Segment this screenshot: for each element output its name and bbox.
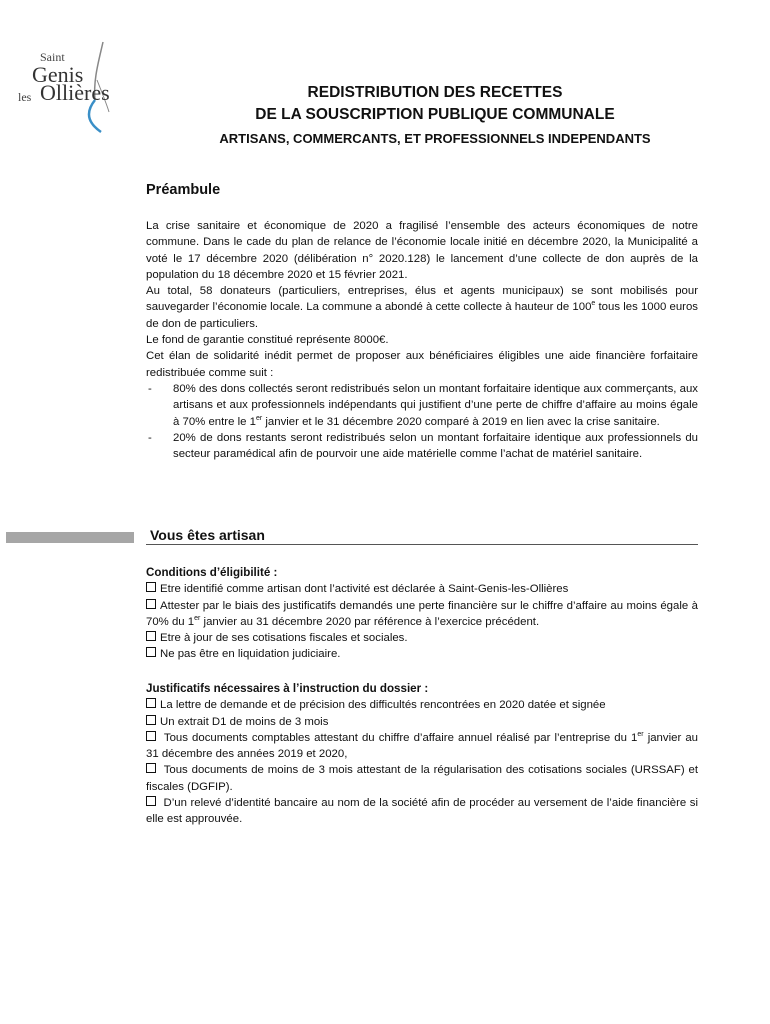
logo-text-les: les: [18, 90, 32, 104]
commune-logo: [18, 40, 128, 140]
condition-2-text-a: Attester par le biais des justificatifs demandés une perte financière sur le chiffre d’affaire au moins égale à 70% du 1: [146, 599, 698, 628]
condition-3-text: Etre à jour de ses cotisations fiscales et sociales.: [160, 632, 408, 645]
checkbox-icon: [146, 631, 156, 641]
document-2-text: Un extrait D1 de moins de 3 mois: [160, 715, 329, 728]
section-band: [6, 532, 134, 543]
title-line-2: DE LA SOUSCRIPTION PUBLIQUE COMMUNALE: [255, 106, 615, 123]
preamble-p2-text-b: tous les 1000 euros de don de particuliers.: [146, 301, 698, 330]
list-item: [146, 697, 698, 713]
preamble-heading: Préambule: [146, 182, 221, 198]
bullet-1-text-a: 80% des dons collectés seront redistribués selon un montant forfaitaire identique aux commerçants, aux artisans et aux professionnels indépendants qui justifient d’une perte de chiffre d’affaire au moins égale à 70% entre le 1: [173, 382, 698, 428]
logo-text-ollieres: Ollières: [40, 80, 110, 105]
list-item: [146, 795, 698, 828]
logo-text-genis: Genis: [32, 62, 84, 87]
list-item: [146, 730, 698, 763]
document-title: [160, 82, 710, 150]
checkbox-icon: [146, 715, 156, 725]
list-item: [146, 762, 698, 795]
document-5-text: D’un relevé d’identité bancaire au nom de la société afin de procéder au versement de l’aide financière si elle est approuvée.: [146, 797, 698, 826]
list-item: [146, 581, 698, 597]
document-4-text: Tous documents de moins de 3 mois attestant de la régularisation des cotisations sociales (URSSAF) et fiscales (DGFIP).: [146, 764, 699, 793]
bullet-2-text: 20% de dons restants seront redistribués selon un montant forfaitaire identique aux professionnels du secteur paramédical afin de pourvoir une aide matérielle comme l’achat de matériel sanitaire.: [173, 431, 698, 461]
preamble-paragraph-4: Cet élan de solidarité inédit permet de proposer aux bénéficiaires éligibles une aide financière forfaitaire redistribuée comme suit :: [146, 350, 698, 379]
bullet-1-sup: er: [255, 414, 263, 422]
checkbox-icon: [146, 731, 156, 741]
document-3-text-a: Tous documents comptables attestant du chiffre d’affaire annuel réalisé par l’entreprise du 1: [163, 731, 638, 744]
condition-4-text: Ne pas être en liquidation judiciaire.: [160, 648, 341, 661]
justificatifs-heading: Justificatifs nécessaires à l’instruction du dossier :: [146, 682, 429, 695]
document-3-sup: er: [637, 731, 644, 739]
preamble-p2-text-a: Au total, 58 donateurs (particuliers, entreprises, élus et agents municipaux) se sont mobilisés pour sauvegarder l’économie locale. La commune a abondé à cette collecte à hauteur de 100: [146, 285, 698, 314]
checkbox-icon: [146, 698, 156, 708]
preamble-paragraph-1: La crise sanitaire et économique de 2020 a fragilisé l’ensemble des acteurs économiques de notre commune. Dans le cade du plan de relance de l’économie locale initié en décembre 2020, la Municipalité a voté le 17 décembre 2020 (délibération n° 2020.128) le lancement d’une collecte de don auprès de la population du 18 décembre 2020 et 15 février 2021.: [146, 220, 698, 281]
bullet-dash: -: [148, 431, 152, 444]
list-item: [146, 646, 698, 662]
condition-1-text: Etre identifié comme artisan dont l’activité est déclarée à Saint-Genis-les-Ollières: [160, 583, 569, 596]
preamble-p2-sup: e: [591, 300, 596, 308]
redistribution-list: [146, 381, 698, 462]
logo-text-saint: Saint: [40, 50, 65, 64]
title-line-3: ARTISANS, COMMERCANTS, ET PROFESSIONNELS INDEPENDANTS: [219, 131, 651, 146]
bullet-dash: -: [148, 382, 152, 395]
eligibility-conditions: [146, 565, 698, 663]
checkbox-icon: [146, 582, 156, 592]
condition-2-sup: er: [194, 615, 201, 623]
list-item: [146, 381, 698, 430]
list-item: [146, 430, 698, 463]
preamble-body: [146, 218, 698, 462]
document-1-text: La lettre de demande et de précision des difficultés rencontrées en 2020 datée et signée: [160, 699, 606, 712]
conditions-heading: Conditions d’éligibilité :: [146, 566, 278, 579]
preamble-paragraph-2: [146, 283, 698, 332]
artisan-section-heading: Vous êtes artisan: [146, 527, 698, 545]
checkbox-icon: [146, 763, 156, 773]
condition-2-text-b: janvier au 31 décembre 2020 par référence à l’exercice précédent.: [200, 615, 540, 628]
checkbox-icon: [146, 647, 156, 657]
list-item: [146, 630, 698, 646]
preamble-paragraph-3: Le fond de garantie constitué représente 8000€.: [146, 334, 389, 347]
list-item: [146, 598, 698, 631]
checkbox-icon: [146, 796, 156, 806]
list-item: [146, 714, 698, 730]
required-documents: [146, 681, 698, 828]
checkbox-icon: [146, 599, 156, 609]
bullet-1-text-b: janvier et le 31 décembre 2020 comparé à 2019 en lien avec la crise sanitaire.: [262, 415, 660, 428]
title-line-1: REDISTRIBUTION DES RECETTES: [307, 84, 563, 101]
document-3-text-b: janvier au 31 décembre des années 2019 et 2020,: [146, 731, 699, 761]
